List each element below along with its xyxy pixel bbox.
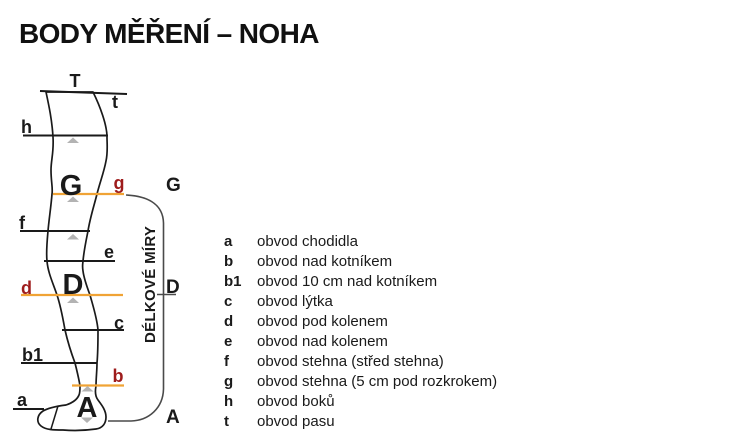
legend-letter: d bbox=[224, 313, 234, 330]
legend-text: obvod stehna (střed stehna) bbox=[257, 353, 444, 370]
bracket-side-label: DÉLKOVÉ MÍRY bbox=[142, 225, 159, 343]
label-f: f bbox=[19, 213, 25, 233]
legend-row bbox=[224, 352, 564, 372]
label-b: b bbox=[112, 366, 124, 386]
measurement-legend bbox=[224, 232, 564, 432]
bracket-label-A: A bbox=[166, 407, 180, 428]
legend-text: obvod pasu bbox=[257, 413, 335, 430]
legend-letter: b1 bbox=[224, 273, 242, 290]
legend-row bbox=[224, 332, 564, 352]
legend-text: obvod nad kotníkem bbox=[257, 253, 393, 270]
bracket-label-D: D bbox=[166, 277, 180, 298]
label-h: h bbox=[21, 117, 32, 137]
label-T: T bbox=[69, 71, 81, 91]
label-c: c bbox=[113, 313, 125, 333]
page-title: BODY MĚŘENÍ – NOHA bbox=[19, 18, 319, 49]
legend-letter: f bbox=[224, 353, 229, 370]
legend-letter: e bbox=[224, 333, 233, 350]
legend-text: obvod lýtka bbox=[257, 293, 333, 310]
label-G-big: G bbox=[59, 170, 83, 202]
legend-row bbox=[224, 232, 564, 252]
legend-text: obvod stehna (5 cm pod rozkrokem) bbox=[257, 373, 498, 390]
legend-row bbox=[224, 372, 564, 392]
legend-row bbox=[224, 392, 564, 412]
legend-letter: a bbox=[224, 233, 233, 250]
label-a: a bbox=[17, 390, 28, 410]
legend-letter: g bbox=[224, 373, 234, 390]
label-g: g bbox=[113, 173, 125, 193]
label-e: e bbox=[103, 242, 115, 262]
label-b1: b1 bbox=[22, 345, 44, 365]
legend-letter: c bbox=[224, 293, 233, 310]
legend-text: obvod boků bbox=[257, 393, 335, 410]
label-d: d bbox=[21, 278, 32, 298]
label-A-big: A bbox=[76, 392, 98, 424]
legend-row bbox=[224, 252, 564, 272]
legend-row bbox=[224, 292, 564, 312]
label-D-big: D bbox=[62, 269, 84, 301]
bracket-label-G: G bbox=[166, 175, 181, 196]
leg-measurement-diagram bbox=[0, 60, 210, 441]
label-t: t bbox=[112, 92, 118, 112]
legend-text: obvod 10 cm nad kotníkem bbox=[257, 273, 438, 290]
legend-text: obvod nad kolenem bbox=[257, 333, 388, 350]
legend-text: obvod chodidla bbox=[257, 233, 358, 250]
legend-row bbox=[224, 312, 564, 332]
legend-letter: t bbox=[224, 413, 229, 430]
legend-row bbox=[224, 272, 564, 292]
legend-text: obvod pod kolenem bbox=[257, 313, 388, 330]
legend-row bbox=[224, 412, 564, 432]
legend-letter: b bbox=[224, 253, 234, 270]
legend-letter: h bbox=[224, 393, 234, 410]
